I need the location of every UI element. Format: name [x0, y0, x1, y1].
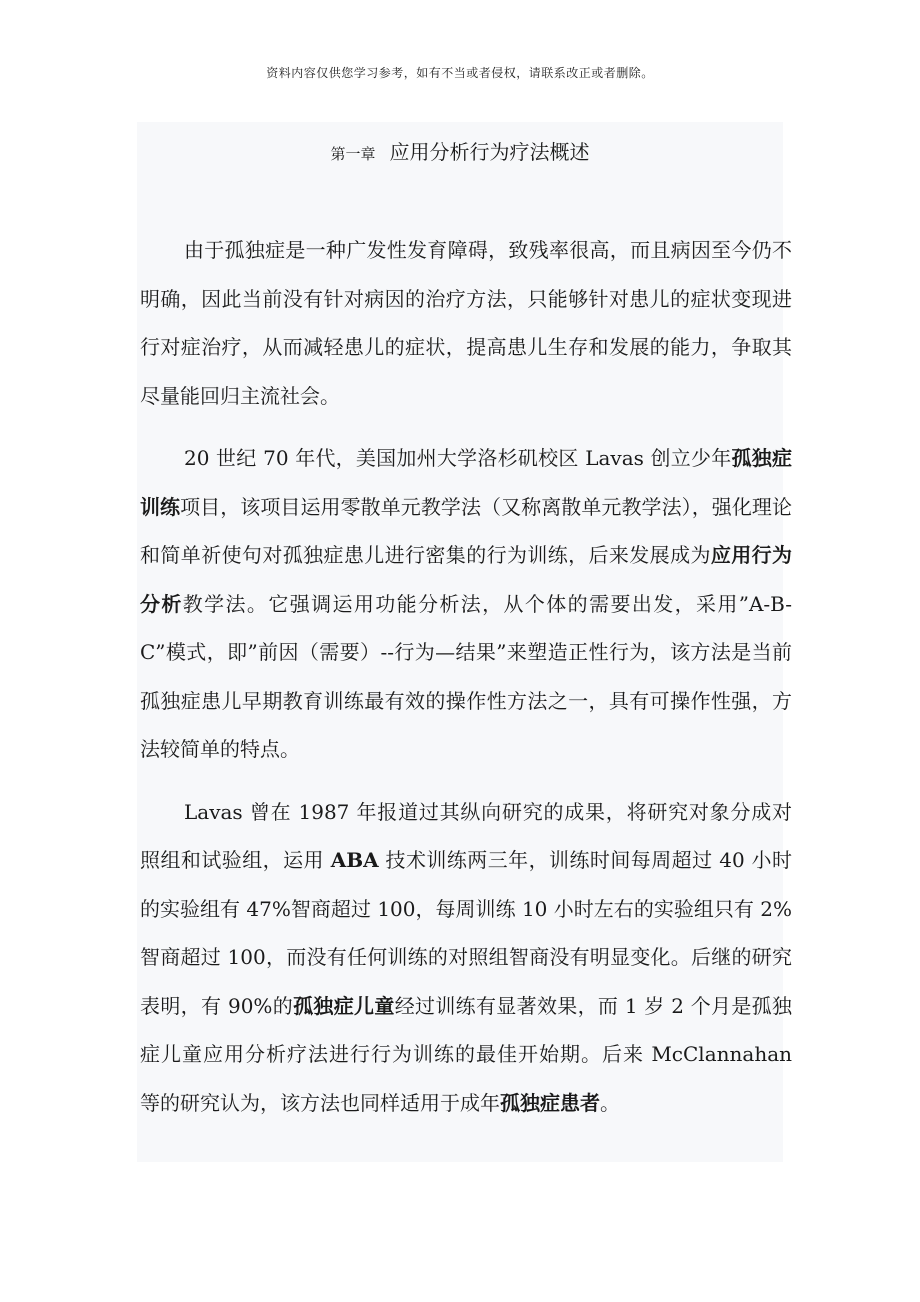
- paragraph-1: 由于孤独症是一种广发性发育障碍，致残率很高，而且病因至今仍不明确，因此当前没有针对病因的治疗方法，只能够针对患儿的症状变现进行对症治疗，从而减轻患儿的症状，提高患儿生存和发展的能力，争取其尽量能回归主流社会。: [140, 238, 792, 408]
- paragraph-3-text-e: 经过训练有显著效果，而 1 岁 2 个月是孤独症儿童应用分析疗法进行行为训练的最佳开始期。后来 McClannahan 等的研究认为，该方法也同样适用于成年: [140, 993, 793, 1115]
- paragraph-3-text-c: 技术训练两三年，训练时间每周超过 40 小时的实验组有 47%智商超过 100，每周训练 10 小时左右的实验组只有 2%智商超过 100，而没有任何训练的对照组智商没有明显变化。后继的研究表明，有 90%的: [140, 848, 792, 1018]
- paragraph-2-bold-term-1: 孤独症训练: [140, 446, 792, 519]
- paragraph-2-text-a: 20 世纪 70 年代，美国加州大学洛杉矶校区 Lavas 创立少年: [184, 446, 732, 470]
- paragraph-2-text-e: 教学法。它强调运用功能分析法，从个体的需要出发，采用”A-B-C”模式，即”前因（需要）--行为—结果”来塑造正性行为，该方法是当前孤独症患儿早期教育训练最有效的操作性方法之一，具有可操作性强，方法较简单的特点。: [140, 591, 793, 761]
- chapter-heading: 应用分析行为疗法概述: [389, 140, 590, 164]
- paragraph-2: [140, 434, 792, 774]
- paragraph-3-text-g: 。: [600, 1090, 620, 1115]
- article-body: [140, 226, 792, 1141]
- paragraph-3: [140, 788, 792, 1128]
- paragraph-2-bold-term-2: 应用行为分析: [140, 543, 793, 616]
- paragraph-2-text-c: 项目，该项目运用零散单元教学法（又称离散单元教学法），强化理论和简单祈使句对孤独症患儿进行密集的行为训练，后来发展成为: [140, 494, 792, 567]
- paragraph-3-bold-term-3: 孤独症患者: [500, 1090, 600, 1115]
- paragraph-3-text-a: Lavas 曾在 1987 年报道过其纵向研究的成果，将研究对象分成对照组和试验组，运用: [140, 799, 792, 872]
- page-header-disclaimer: 资料内容仅供您学习参考，如有不当或者侵权，请联系改正或者删除。: [266, 66, 654, 80]
- chapter-title: [0, 136, 920, 165]
- chapter-number: 第一章: [330, 145, 376, 163]
- paragraph-3-bold-term-2: 孤独症儿童: [293, 993, 395, 1018]
- paragraph-3-bold-term-1: ABA: [330, 848, 379, 872]
